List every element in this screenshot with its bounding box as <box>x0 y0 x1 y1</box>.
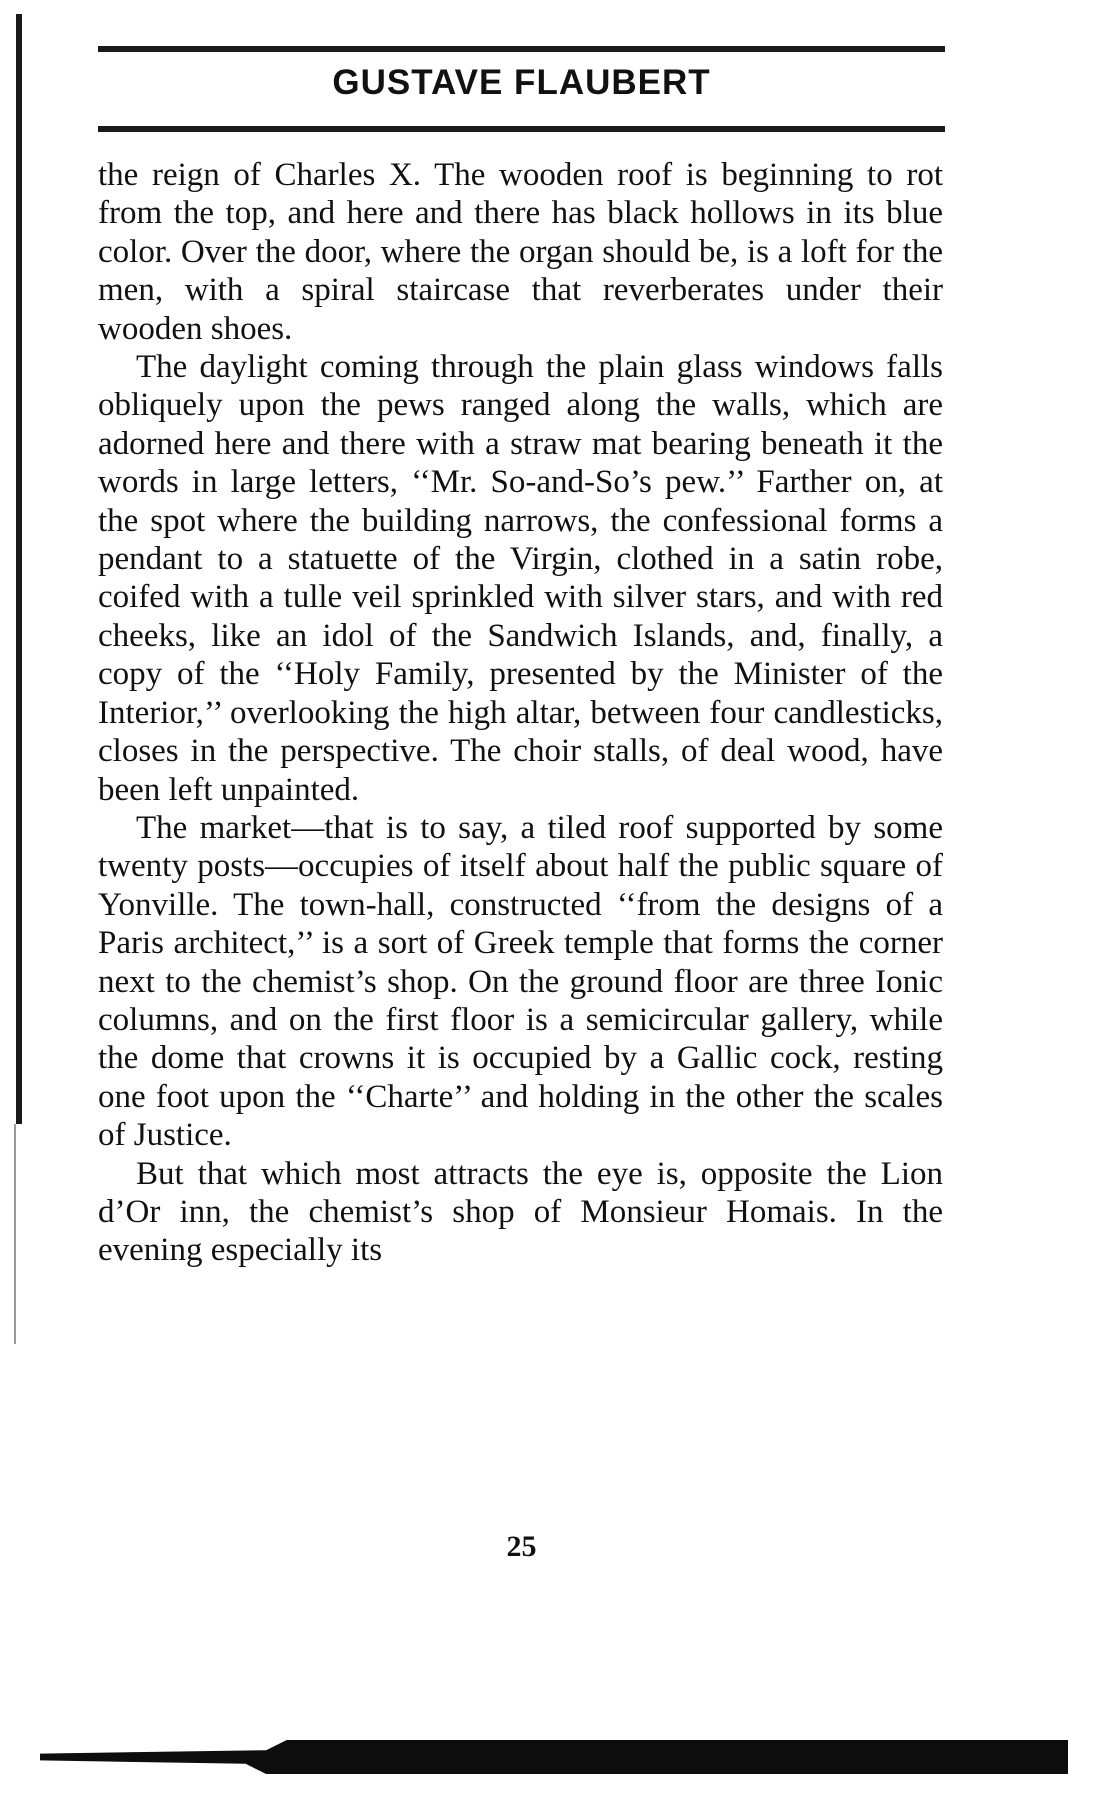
header-rule-bottom <box>98 126 945 132</box>
paragraph: But that which most attracts the eye is, opposite the Lion d’Or inn, the chemist’s shop of Monsieur Homais. In the evening especially its <box>98 1155 943 1269</box>
page-edge-shadow <box>16 14 22 1124</box>
paragraph: the reign of Charles X. The wooden roof is beginning to rot from the top, and here and there has black hollows in its blue color. Over the door, where the organ should be, is a loft for the men, with a spiral staircase that reverberates under their wooden shoes. <box>98 157 943 347</box>
running-header-title: GUSTAVE FLAUBERT <box>332 63 711 102</box>
header-rule-top <box>98 46 945 52</box>
paragraph: The daylight coming through the plain glass windows falls obliquely upon the pews ranged along the walls, which are adorned here and there with a straw mat bearing beneath it the words in large letters, ‘‘Mr. So-and-So’s pew.’’ Farther on, at the spot where the building narrows, the confessional forms a pendant to a statuette of the Virgin, clothed in a satin robe, coifed with a tulle veil sprinkled with silver stars, and with red cheeks, like an idol of the Sandwich Islands, and, finally, a copy of the ‘‘Holy Family, presented by the Minister of the Interior,’’ overlooking the high altar, between four candlesticks, closes in the perspective. The choir stalls, of deal wood, have been left unpainted. <box>98 349 943 808</box>
page-edge-faint-line <box>14 1124 16 1344</box>
scan-bottom-edge <box>40 1740 1068 1774</box>
page-number: 25 <box>506 1530 537 1563</box>
paragraph: The market—that is to say, a tiled roof supported by some twenty posts—occupies of itself about half the public square of Yonville. The town-hall, constructed ‘‘from the designs of a Paris architect,’’ is a sort of Greek temple that forms the corner next to the chemist’s shop. On the ground floor are three Ionic columns, and on the first floor is a semicircular gallery, while the dome that crowns it is occupied by a Gallic cock, resting one foot upon the ‘‘Charte’’ and holding in the other the scales of Justice. <box>98 809 943 1154</box>
body-text <box>98 156 943 1270</box>
